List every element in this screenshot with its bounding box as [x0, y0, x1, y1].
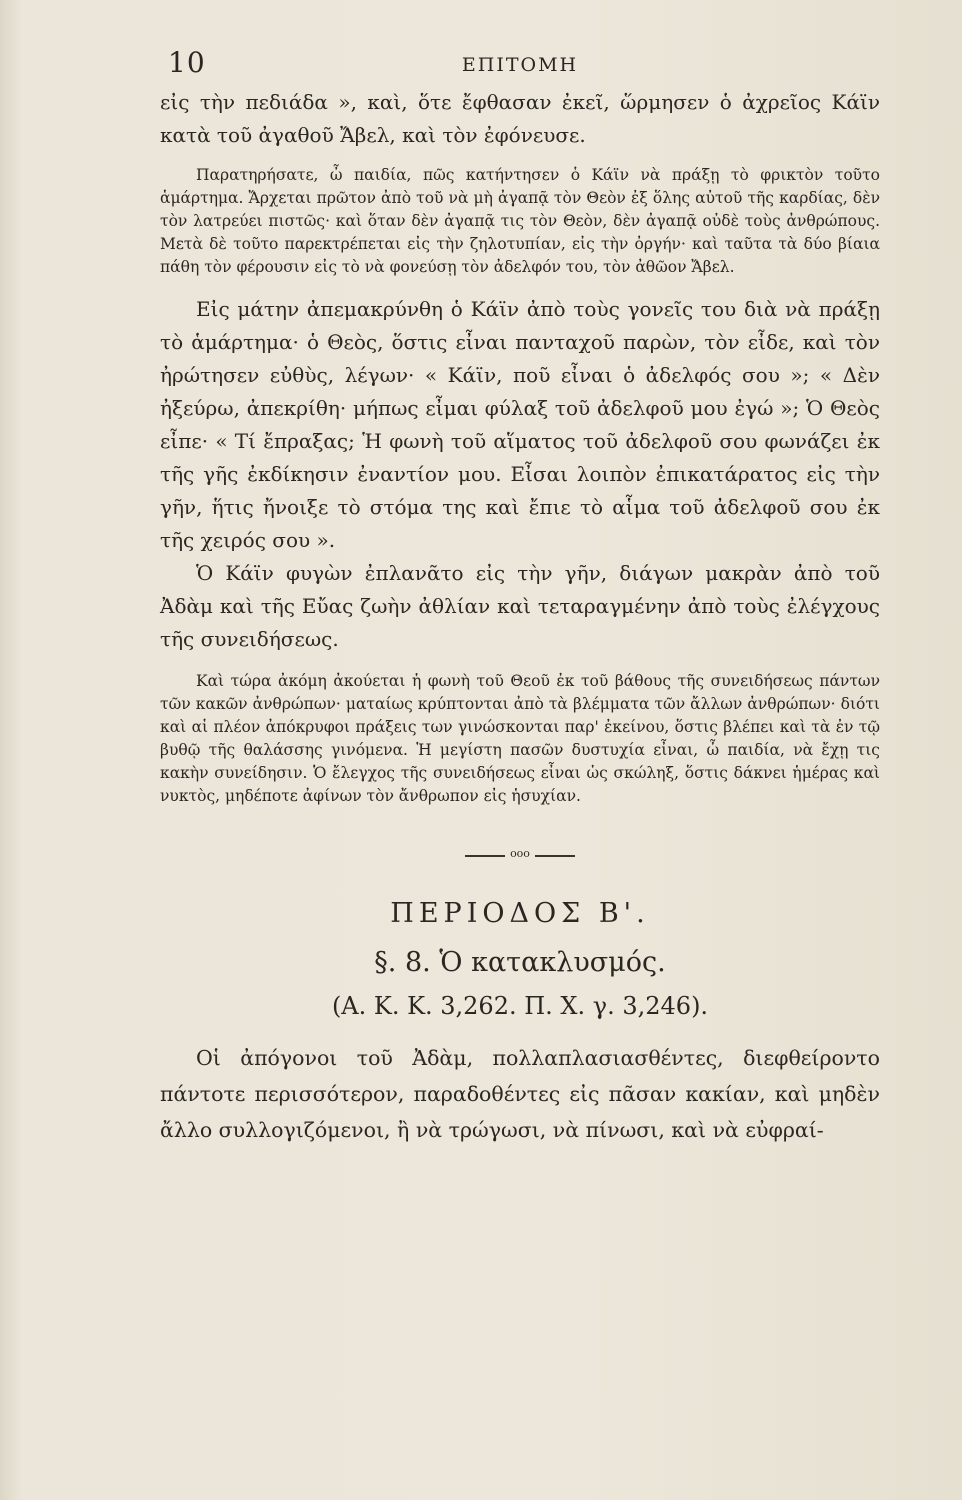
running-title: ΕΠΙΤΟΜΗ — [461, 54, 579, 76]
page-content — [160, 46, 880, 1148]
ornament-line-right — [535, 855, 575, 857]
paragraph-flood-intro: Οἱ ἀπόγονοι τοῦ Ἀδὰμ, πολλαπλασιασθέντες, διεφθείροντο πάντοτε περισσότερον, παραδοθέντες εἰς πᾶσαν κακίαν, καὶ μηδὲν ἄλλο συλλογιζόμενοι, ἢ νὰ τρώγωσι, νὰ πίνωσι, καὶ νὰ εὐφραί- — [160, 1046, 880, 1142]
page-number: 10 — [168, 46, 206, 79]
paragraph-continuation: εἰς τὴν πεδιάδα », καὶ, ὅτε ἔφθασαν ἐκεῖ, ὥρμησεν ὁ ἀχρεῖος Κάϊν κατὰ τοῦ ἀγαθοῦ Ἄβελ, καὶ τὸν ἐφόνευσε. — [160, 90, 880, 147]
paragraph-dialogue: Εἰς μάτην ἀπεμακρύνθη ὁ Κάϊν ἀπὸ τοὺς γονεῖς του διὰ νὰ πράξῃ τὸ ἁμάρτημα· ὁ Θεὸς, ὅστις εἶναι πανταχοῦ παρὼν, τὸν εἶδε, καὶ τὸν ἠρώτησεν εὐθὺς, λέγων· « Κάϊν, ποῦ εἶναι ὁ ἀδελφός σου »; « Δὲν ἠξεύρω, ἀπεκρίθη· μήπως εἶμαι φύλαξ τοῦ ἀδελφοῦ μου ἐγώ »; Ὁ Θεὸς εἶπε· « Τί ἔπραξας; Ἡ φωνὴ τοῦ αἵματος τοῦ ἀδελφοῦ σου φωνάζει ἐκ τῆς γῆς ἐκδίκησιν ἐναντίον μου. Εἶσαι λοιπὸν ἐπικατάρατος εἰς τὴν γῆν, ἥτις ἤνοιξε τὸ στόμα της καὶ ἔπιε τὸ αἷμα τοῦ ἀδελφοῦ σου ἐκ τῆς χειρός σου ». — [160, 297, 880, 552]
section-reference: (Α. Κ. Κ. 3,262. Π. Χ. γ. 3,246). — [331, 992, 709, 1020]
ornament-dots: ooo — [510, 847, 530, 860]
paragraph-exile: Ὁ Κάϊν φυγὼν ἐπλανᾶτο εἰς τὴν γῆν, διάγων μακρὰν ἀπὸ τοῦ Ἀδὰμ καὶ τῆς Εὔας ζωὴν ἀθλίαν καὶ τεταραγμένην ἀπὸ τοὺς ἐλέγχους τῆς συνειδήσεως. — [160, 561, 880, 651]
section-title: ΠΕΡΙΟΔΟΣ Β'. — [390, 898, 650, 929]
paragraph-commentary: Παρατηρήσατε, ὦ παιδία, πῶς κατήντησεν ὁ Κάϊν νὰ πράξῃ τὸ φρικτὸν τοῦτο ἁμάρτημα. Ἄρχεται πρῶτον ἀπὸ τοῦ νὰ μὴ ἀγαπᾷ τὸν Θεὸν ἐξ ὅλης αὐτοῦ τῆς καρδίας, δὲν τὸν λατρεύει πιστῶς· καὶ ὅταν δὲν ἀγαπᾷ τις τὸν Θεὸν, δὲν ἀγαπᾷ οὐδὲ τοὺς ἀνθρώπους. Μετὰ δὲ τοῦτο παρεκτρέπεται εἰς τὴν ζηλοτυπίαν, εἰς τὴν ὀργήν· καὶ ταῦτα τὰ δύο βίαια πάθη τὸν φέρουσιν εἰς τὸ νὰ φονεύσῃ τὸν ἀδελφόν του, τὸν ἀθῶον Ἄβελ. — [160, 166, 880, 276]
ornament-line-left — [465, 855, 505, 857]
paragraph-conscience: Καὶ τώρα ἀκόμη ἀκούεται ἡ φωνὴ τοῦ Θεοῦ ἐκ τοῦ βάθους τῆς συνειδήσεως πάντων τῶν κακῶν ἀνθρώπων· ματαίως κρύπτονται ἀπὸ τὰ βλέμματα τῶν ἄλλων ἀνθρώπων· διότι καὶ αἱ πλέον ἀπόκρυφοι πράξεις των γινώσκονται παρ' ἐκείνου, ὅστις βλέπει καὶ τὰ ἐν τῷ βυθῷ τῆς θαλάσσης γινόμενα. Ἡ μεγίστη πασῶν δυστυχία εἶναι, ὦ παιδία, νὰ ἔχῃ τις κακὴν συνείδησιν. Ὁ ἔλεγχος τῆς συνειδήσεως εἶναι ὡς σκώληξ, ὅστις δάκνει ἡμέρας καὶ νυκτὸς, μηδέποτε ἀφίνων τὸν ἄνθρωπον εἰς ἡσυχίαν. — [160, 672, 880, 805]
running-head — [160, 46, 880, 86]
section-ornament — [465, 847, 575, 860]
section-subtitle: §. 8. Ὁ κατακλυσμός. — [374, 947, 666, 978]
